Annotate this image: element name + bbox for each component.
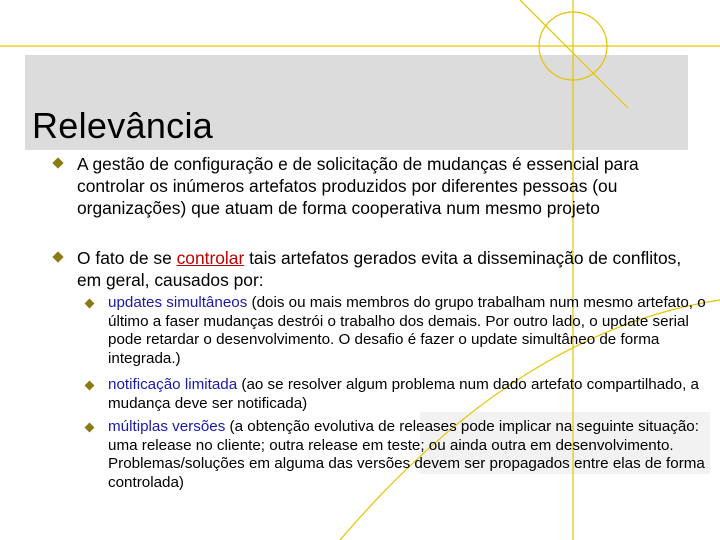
sub-bullet-2-body: (ao se resolver algum problema num dado artefato compartilhado, a mudança deve ser notificada): [108, 376, 699, 412]
sub-bullet-diamond-icon: [85, 299, 95, 309]
sub-bullet-diamond-icon: [85, 381, 95, 391]
bullet-2-highlight: controlar: [176, 248, 245, 268]
sub-bullet-3-term: múltiplas versões: [108, 418, 226, 435]
bullet-diamond-icon: [52, 251, 63, 262]
bullet-1-text: A gestão de configuração e de solicitação de mudanças é essencial para controlar os inúmeros artefatos produzidos por diferentes pessoas (ou organizações) que atuam de forma cooperativa num mesmo projeto: [77, 154, 639, 218]
bullet-2-pre: O fato de se: [77, 248, 177, 268]
sub-bullet-2-text: [108, 376, 708, 413]
sub-bullet-1-term: updates simultâneos: [108, 294, 248, 311]
sub-bullet-diamond-icon: [85, 423, 95, 433]
bullet-2-text: [77, 247, 692, 291]
bullet-2-post: tais artefatos gerados evita a disseminação de conflitos, em geral, causados por:: [77, 248, 682, 290]
sub-bullet-1-body: (dois ou mais membros do grupo trabalham num mesmo artefato, o último a faser mudanças destrói o trabalho dos demais. Por outro lado, o update serial pode retardar o desenvolvimento. O desafio é fazer o update simultâneo de forma integrada.): [108, 294, 706, 367]
bullet-diamond-icon: [52, 157, 63, 168]
sub-bullet-2-term: notificação limitada: [108, 376, 238, 393]
slide-title: Relevância: [32, 105, 214, 146]
sub-bullet-3-body: (a obtenção evolutiva de releases pode implicar na seguinte situação: uma release no cliente; outra release em teste; ou ainda outra em desenvolvimento. Problemas/soluções em alguma das versões devem ser propagados entre elas de forma controlada): [108, 418, 705, 491]
sub-bullet-1-text: [108, 294, 708, 368]
sub-bullet-3-text: [108, 418, 708, 492]
